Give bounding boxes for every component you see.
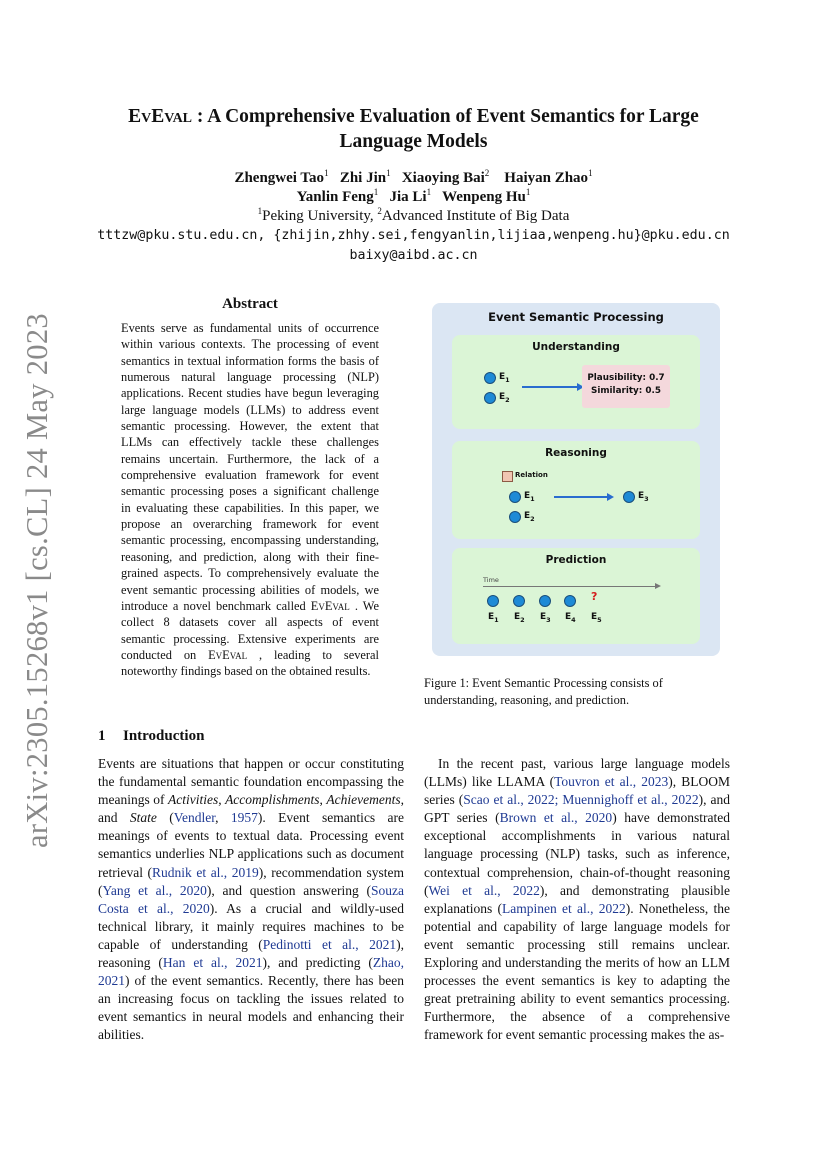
arxiv-stamp: arXiv:2305.15268v1 [cs.CL] 24 May 2023 xyxy=(20,313,54,848)
section-heading xyxy=(98,728,204,745)
figure-caption: Figure 1: Event Semantic Processing consists of understanding, reasoning, and prediction. xyxy=(424,676,663,707)
event-label: $E_2$ xyxy=(499,392,510,404)
affil-2: Advanced Institute of Big Data xyxy=(381,208,570,224)
affil-sup: 1 xyxy=(257,206,263,216)
time-label: Time xyxy=(483,576,499,584)
author: Xiaoying Bai xyxy=(401,170,485,186)
event-node xyxy=(487,595,499,607)
citation-link[interactable]: Souza Costa et al., 2020 xyxy=(98,882,404,916)
event-label: $E_3$ xyxy=(638,491,649,503)
term-achievements: Achievements xyxy=(326,792,401,808)
event-node xyxy=(564,595,576,607)
metrics-box xyxy=(582,365,670,408)
citation-link[interactable]: Pedinotti et al., 2021 xyxy=(262,936,397,952)
event-node xyxy=(539,595,551,607)
citation-link[interactable]: Zhao, 2021 xyxy=(98,955,404,989)
citation-link[interactable]: 1957 xyxy=(230,810,258,826)
title-rest: : A Comprehensive Evaluation of Event Semantics for Large Language Models xyxy=(192,106,699,152)
term-accomplishments: Accomplishments xyxy=(225,792,320,808)
affil-sup: 2 xyxy=(377,206,382,216)
author-sup: 1 xyxy=(373,187,379,197)
event-label: $E_5$ xyxy=(591,612,602,624)
email-line-2: baixy@aibd.ac.cn xyxy=(349,248,478,263)
timeline-arrowhead xyxy=(655,583,661,589)
figure-1 xyxy=(432,303,720,656)
citation-link[interactable]: Han et al., 2021 xyxy=(162,955,263,971)
panel-title: Prediction xyxy=(545,554,607,566)
event-label: $E_3$ xyxy=(540,612,551,624)
abstract-body xyxy=(121,320,379,680)
author: Wenpeng Hu xyxy=(442,189,526,205)
author: Jia Li xyxy=(389,189,427,205)
intro-paragraph-1: Events are situations that happen or occur constituting the fundamental semantic foundation encompassing the meanings of Activities, Accomplishments, Achievements, and State (Vendler, 1957). Event semantics are meanings of events to textual data. Processing event semantics underlies NLP applications such as document retrieval (Rudnik et al., 2019), recommendation system (Yang et al., 2020), and question answering (Souza Costa et al., 2020). As a crucial and wildly-used technical library, it mainly requires machines to be capable of understanding (Pedinotti et al., 2021), reasoning (Han et al., 2021), and predicting (Zhao, 2021) of the event semantics. Recently, there has been an increasing focus on tackling the issues related to event semantics in neural models and enhancing their abilities. xyxy=(98,756,405,1043)
abstract-text: Events serve as fundamental units of occurrence within various contexts. The processing of event semantics in textual information forms the basis of numerous natural language processing (NLP) applications. Recent studies have begun leveraging large language models (LLMs) to address event semantic processing. However, the extent that LLMs can effectively tackle these challenges remains uncertain. Furthermore, the lack of a comprehensive evaluation framework for event semantic processing poses a significant challenge in evaluating these capabilities. In this paper, we propose an overarching framework for event semantic processing, encompassing understanding, reasoning, and prediction, along with their fine-grained aspects. To comprehensively evaluate the event semantic processing abilities of models, we introduce a novel benchmark called xyxy=(121,321,379,613)
understanding-panel xyxy=(452,335,700,429)
arrow xyxy=(522,386,578,388)
event-node xyxy=(484,392,496,404)
email-line-1: tttzw@pku.stu.edu.cn, {zhijin,zhhy.sei,fengyanlin,lijiaa,wenpeng.hu}@pku.edu.cn xyxy=(97,228,730,243)
citation-link[interactable]: Lampinen et al., 2022 xyxy=(502,900,626,916)
abstract-text: , leading to several noteworthy findings based on the obtained results. xyxy=(121,647,379,679)
benchmark-name: EvEval xyxy=(310,598,350,613)
author: Haiyan Zhao xyxy=(504,170,589,186)
citation-link[interactable]: Yang et al., 2020 xyxy=(102,882,207,898)
timeline-axis xyxy=(483,586,657,587)
author: Yanlin Feng xyxy=(296,189,374,205)
event-node xyxy=(484,372,496,384)
citation-link[interactable]: Scao et al., 2022; Muennighoff et al., 2022 xyxy=(463,792,699,808)
event-node xyxy=(623,491,635,503)
event-node xyxy=(509,511,521,523)
event-label: $E_2$ xyxy=(514,612,525,624)
citation-link[interactable]: Touvron et al., 2023 xyxy=(554,774,669,790)
similarity-score: Similarity: 0.5 xyxy=(591,386,661,396)
section-number: 1 xyxy=(98,728,106,744)
panel-title: Understanding xyxy=(532,341,620,353)
event-node xyxy=(513,595,525,607)
event-label: $E_4$ xyxy=(565,612,576,624)
intro-paragraph-2: In the recent past, various large language models (LLMs) like LLAMA (Touvron et al., 2023), BLOOM series (Scao et al., 2022; Muennighoff et al., 2022), and GPT series (Brown et al., 2020) have demonstrated exceptional accomplishments in various natural language processing (NLP) tasks, such as inference, contextual comprehension, chain-of-thought reasoning (Wei et al., 2022), and demonstrating plausible explanations (Lampinen et al., 2022). Nonetheless, the potential and capability of large language models for event semantic processing still remains unclear. Exploring and understanding the merits of how an LLM processes the event semantics is key to adapting the great pretraining ability to event semantics processing. Furthermore, the absence of a comprehensive framework for event semantic processing makes the as- xyxy=(424,756,731,1043)
unknown-event-mark: ? xyxy=(591,590,598,603)
term-activities: Activities xyxy=(167,792,219,808)
citation-link[interactable]: Vendler xyxy=(173,810,216,826)
abstract-heading: Abstract xyxy=(222,296,278,312)
relation-label: Relation xyxy=(515,471,548,479)
event-label: $E_1$ xyxy=(524,491,535,503)
reasoning-panel xyxy=(452,441,700,539)
title-prefix: EvEval xyxy=(128,106,193,127)
authors-line-1 xyxy=(100,168,727,187)
abstract-text: . We collect 8 datasets cover all aspects of event semantic processing. Extensive experiments are conducted on xyxy=(121,598,379,662)
panel-title: Reasoning xyxy=(545,447,607,459)
figure-title: Event Semantic Processing xyxy=(488,310,664,324)
citation-link[interactable]: Brown et al., 2020 xyxy=(499,810,613,826)
affiliations xyxy=(100,206,727,225)
event-label: $E_1$ xyxy=(499,372,510,384)
author: Zhengwei Tao xyxy=(234,170,325,186)
plausibility-score: Plausibility: 0.7 xyxy=(587,373,665,383)
authors-line-2 xyxy=(100,187,727,206)
prediction-panel xyxy=(452,548,700,644)
citation-link[interactable]: Rudnik et al., 2019 xyxy=(152,864,259,880)
section-title: Introduction xyxy=(123,728,205,744)
event-label: $E_2$ xyxy=(524,511,535,523)
citation-link[interactable]: Wei et al., 2022 xyxy=(428,882,540,898)
term-state: State xyxy=(129,810,157,826)
benchmark-name: EvEval xyxy=(208,647,248,662)
author-sup: 1 xyxy=(324,168,329,178)
author-sup: 1 xyxy=(426,187,432,197)
author-sup: 1 xyxy=(525,187,531,197)
arrow xyxy=(554,496,608,498)
event-label: $E_1$ xyxy=(488,612,499,624)
author: Zhi Jin xyxy=(339,170,387,186)
author-sup: 1 xyxy=(386,168,391,178)
paper-title xyxy=(100,104,727,154)
author-sup: 2 xyxy=(484,168,490,178)
relation-icon xyxy=(502,471,513,482)
author-sup: 1 xyxy=(588,168,593,178)
affil-1: Peking University, xyxy=(262,208,378,224)
event-node xyxy=(509,491,521,503)
